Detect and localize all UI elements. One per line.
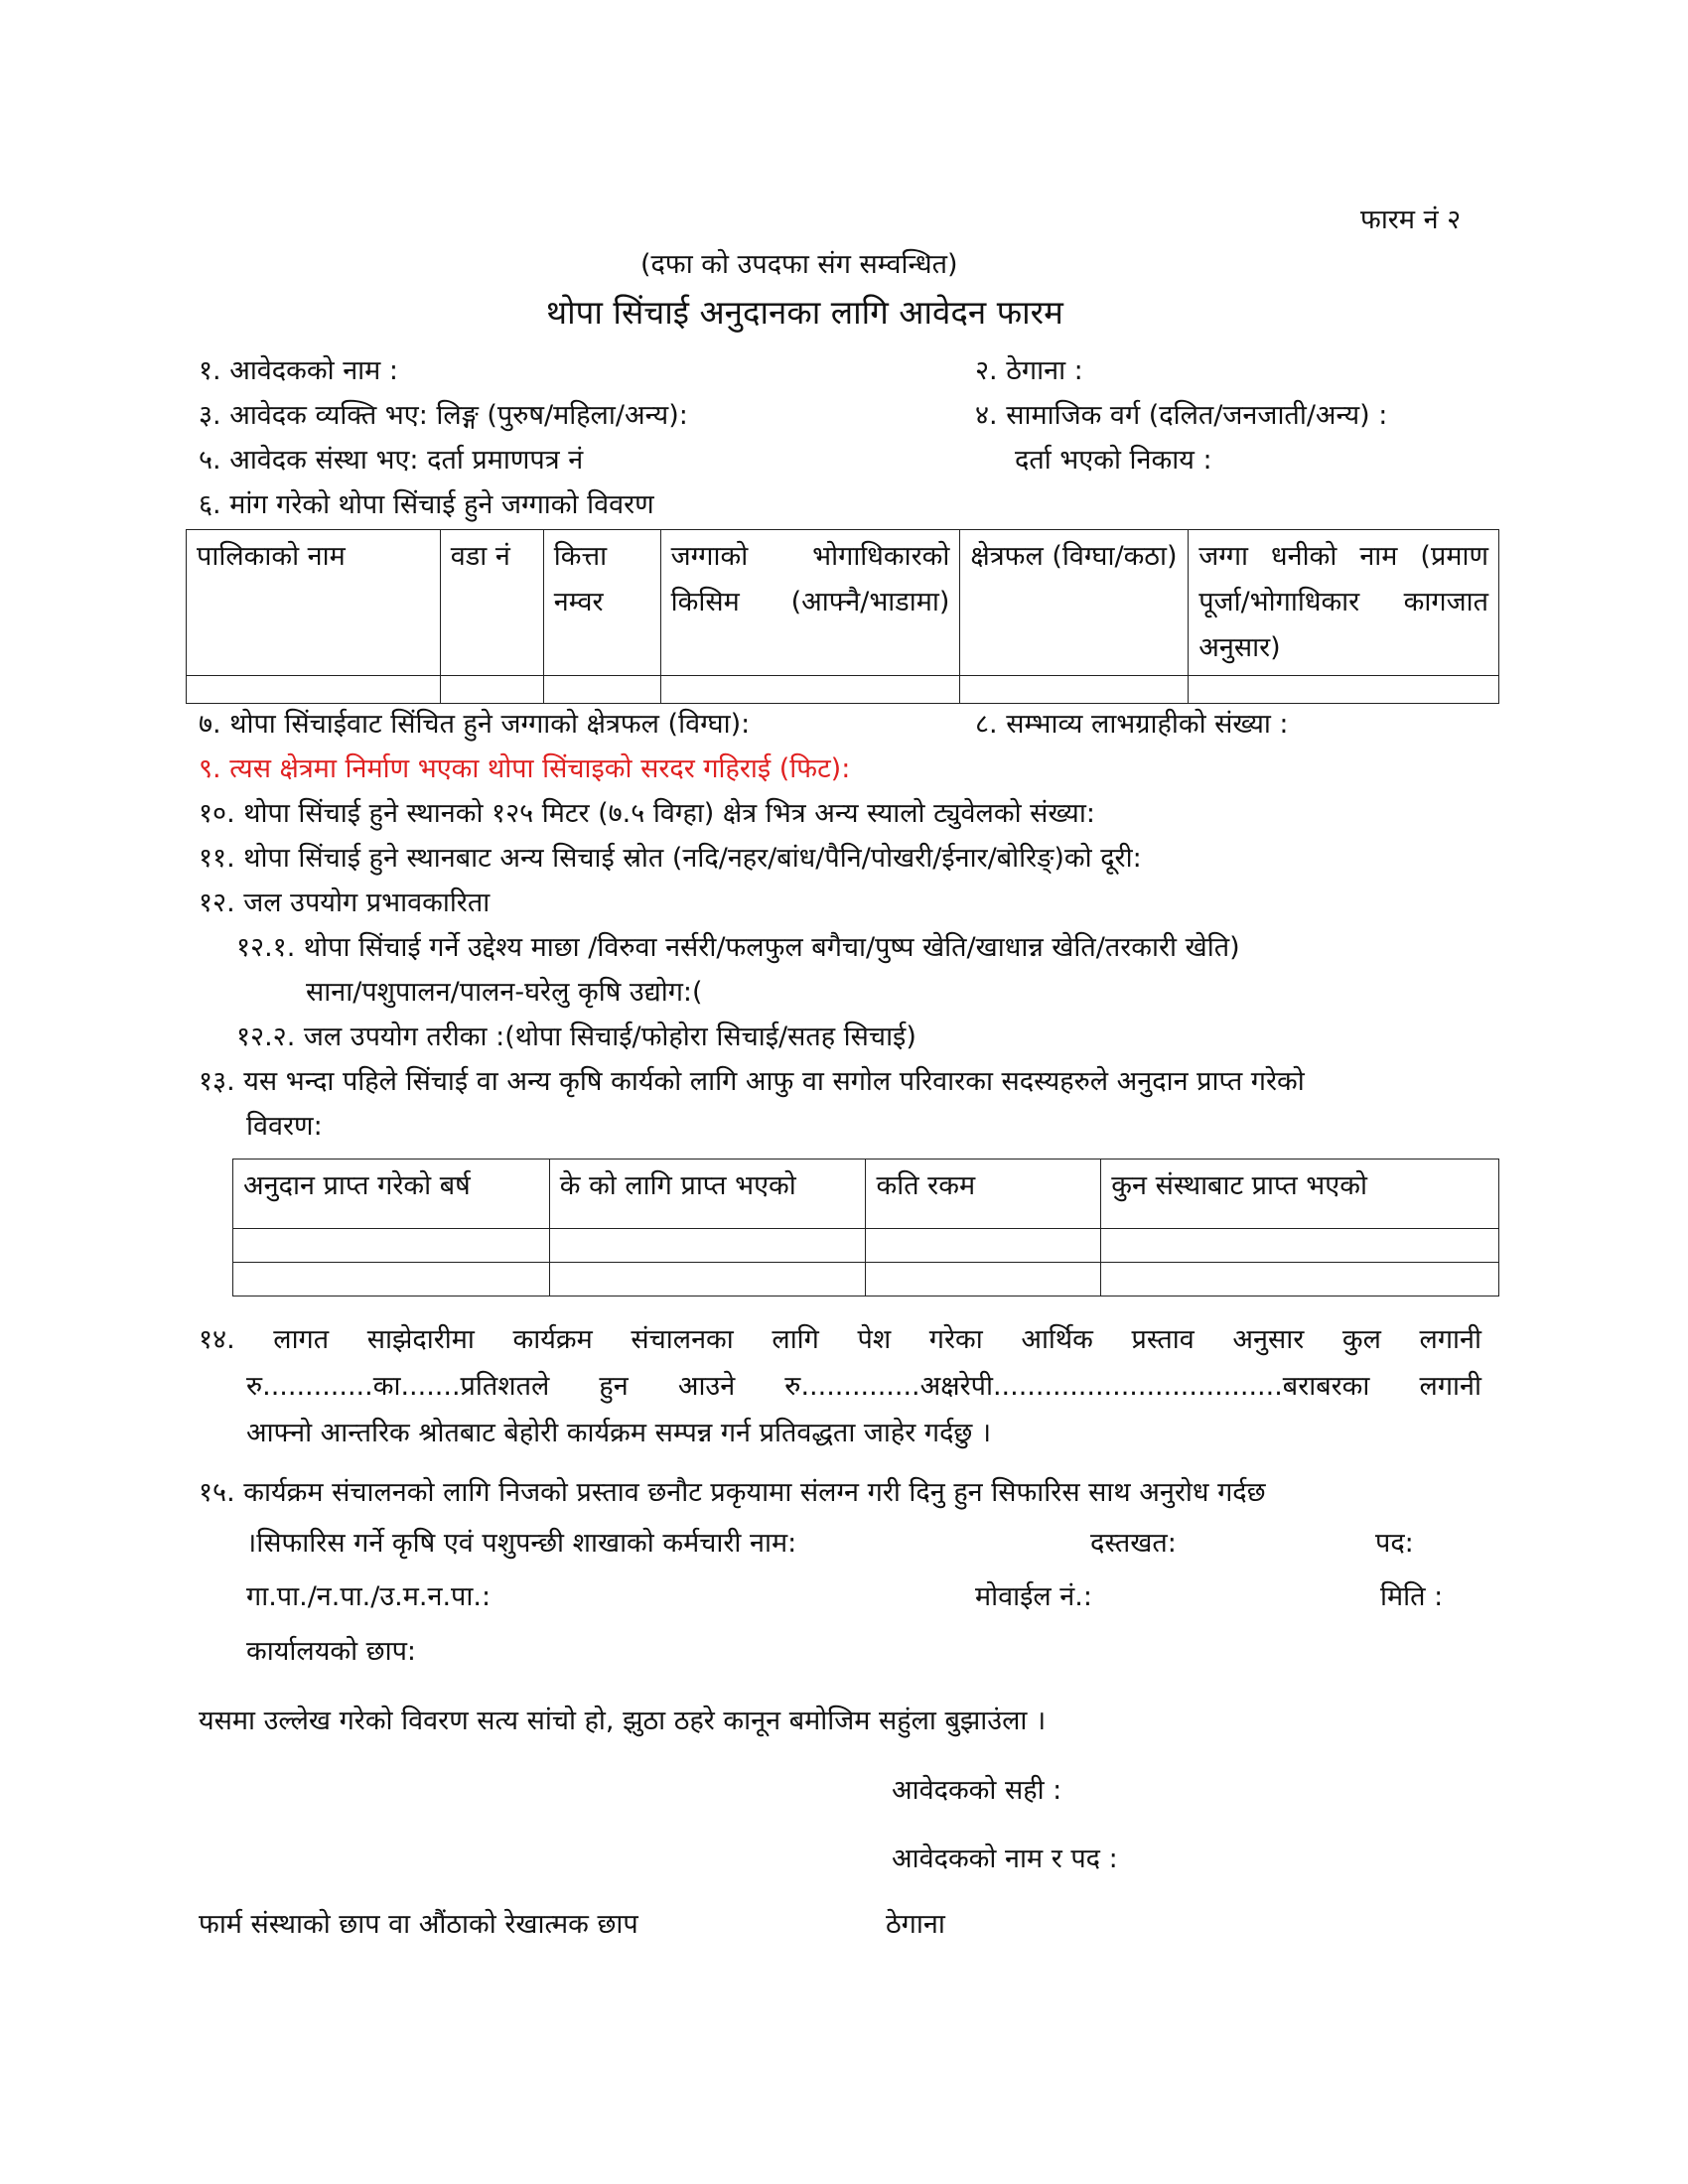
para14-line3: आफ्नो आन्तरिक श्रोतबाट बेहोरी कार्यक्रम सम्पन्न गर्न प्रतिवद्धता जाहेर गर्दछु । — [246, 1418, 992, 1448]
applicant-name-post: आवेदकको नाम र पद : — [892, 1843, 1118, 1874]
land-details-table — [186, 529, 1499, 704]
field-previous-grant-details: विवरण: — [246, 1111, 323, 1142]
form-number: फारम नं २ — [1360, 205, 1462, 235]
recommender-signature: दस्तखत: — [1090, 1528, 1177, 1559]
para14-line1: १४. लागत साझेदारीमा कार्यक्रम संचालनका लागि पेश गरेका आर्थिक प्रस्ताव अनुसार कुल लगानी — [199, 1324, 1481, 1355]
table-cell[interactable] — [233, 1229, 550, 1263]
field-gender: ३. आवेदक व्यक्ति भए: लिङ्ग (पुरुष/महिला/अन्य): — [199, 400, 688, 431]
field-applicant-name: १. आवेदकको नाम : — [199, 355, 398, 386]
table-row — [187, 676, 1499, 704]
office-stamp-field: कार्यालयको छाप: — [246, 1636, 417, 1667]
farm-stamp-thumbprint: फार्म संस्थाको छाप वा औंठाको रेखात्मक छाप — [199, 1909, 638, 1940]
table-cell[interactable] — [660, 676, 960, 704]
field-previous-grant: १३. यस भन्दा पहिले सिंचाई वा अन्य कृषि कार्यको लागि आफु वा सगोल परिवारका सदस्यहरुले अनुदान प्राप्त गरेको — [199, 1066, 1305, 1097]
header-grant-amount: कति रकम — [866, 1160, 1101, 1229]
table-cell[interactable] — [549, 1263, 866, 1297]
field-land-details-heading: ६. मांग गरेको थोपा सिंचाई हुने जग्गाको विवरण — [199, 489, 654, 520]
para14-line2: रु.............का.......प्रतिशतले हुन आउने रु..............अक्षरेपी..................................बराबरका लगानी — [246, 1371, 1481, 1402]
field-registration-office: दर्ता भएको निकाय : — [1015, 445, 1212, 476]
applicant-signature: आवेदकको सही : — [892, 1775, 1062, 1806]
table-cell[interactable] — [866, 1229, 1101, 1263]
grant-history-table — [232, 1159, 1499, 1297]
field-average-depth: ९. त्यस क्षेत्रमा निर्माण भएका थोपा सिंचाइको सरदर गहिराई (फिट): — [199, 753, 851, 784]
municipality-field: गा.पा./न.पा./उ.म.न.पा.: — [246, 1581, 492, 1612]
table-header-row — [233, 1160, 1499, 1229]
field-water-use-efficiency: १२. जल उपयोग प्रभावकारिता — [199, 887, 491, 918]
field-address: २. ठेगाना : — [975, 355, 1083, 386]
header-grant-year: अनुदान प्राप्त गरेको बर्ष — [233, 1160, 550, 1229]
table-cell[interactable] — [187, 676, 441, 704]
header-land-tenure-type: जग्गाको भोगाधिकारको किसिम (आफ्नै/भाडामा) — [660, 530, 960, 676]
table-header-row — [187, 530, 1499, 676]
table-cell[interactable] — [960, 676, 1189, 704]
mobile-number-field: मोवाईल नं.: — [975, 1581, 1092, 1612]
table-cell[interactable] — [1101, 1229, 1499, 1263]
field-irrigation-source-distance: ११. थोपा सिंचाई हुने स्थानबाट अन्य सिचाई स्रोत (नदि/नहर/बांध/पैनि/पोखरी/ईनार/बोरिङ्)को दूरी: — [199, 843, 1142, 874]
header-municipality-name: पालिकाको नाम — [187, 530, 441, 676]
declaration-text: यसमा उल्लेख गरेको विवरण सत्य सांचो हो, झुठा ठहरे कानून बमोजिम सहुंला बुझाउंला । — [199, 1706, 1047, 1736]
field-social-class: ४. सामाजिक वर्ग (दलित/जनजाती/अन्य) : — [975, 400, 1388, 431]
header-ward-number: वडा नं — [440, 530, 543, 676]
field-irrigation-purpose: १२.१. थोपा सिंचाई गर्ने उद्देश्य माछा /विरुवा नर्सरी/फलफुल बगैचा/पुष्प खेति/खाधान्न खेति/तरकारी खेति) — [236, 932, 1240, 963]
table-cell[interactable] — [440, 676, 543, 704]
recommender-post: पद: — [1375, 1528, 1414, 1559]
table-cell[interactable] — [233, 1263, 550, 1297]
header-plot-number: कित्ता नम्वर — [543, 530, 660, 676]
recommender-name: ।सिफारिस गर्ने कृषि एवं पशुपन्छी शाखाको कर्मचारी नाम: — [246, 1528, 797, 1559]
table-row — [233, 1229, 1499, 1263]
header-area: क्षेत्रफल (विग्घा/कठा) — [960, 530, 1189, 676]
table-cell[interactable] — [549, 1229, 866, 1263]
table-row — [233, 1263, 1499, 1297]
field-water-use-method: १२.२. जल उपयोग तरीका :(थोपा सिचाई/फोहोरा सिचाई/सतह सिचाई) — [236, 1022, 916, 1052]
date-field: मिति : — [1380, 1581, 1444, 1612]
table-cell[interactable] — [866, 1263, 1101, 1297]
signature-address: ठेगाना — [886, 1909, 945, 1940]
table-cell[interactable] — [1189, 676, 1499, 704]
header-grant-purpose: के को लागि प्राप्त भएको — [549, 1160, 866, 1229]
field-irrigation-purpose-cont: साना/पशुपालन/पालन-घरेलु कृषि उद्योग:( — [306, 977, 703, 1008]
field-irrigated-area: ७. थोपा सिंचाईवाट सिंचित हुने जग्गाको क्षेत्रफल (विग्घा): — [199, 709, 751, 740]
form-title: थोपा सिंचाई अनुदानका लागि आवेदन फारम — [546, 293, 1063, 332]
field-registration-number: ५. आवेदक संस्था भए: दर्ता प्रमाणपत्र नं — [199, 445, 584, 476]
table-cell[interactable] — [1101, 1263, 1499, 1297]
section-reference: (दफा को उपदफा संग सम्वन्धित) — [640, 249, 958, 280]
table-cell[interactable] — [543, 676, 660, 704]
field-shallow-tubewell-count: १०. थोपा सिंचाई हुने स्थानको १२५ मिटर (७.५ विग्हा) क्षेत्र भित्र अन्य स्यालो ट्युवेलको संख्या: — [199, 798, 1095, 829]
header-land-owner-name: जग्गा धनीको नाम (प्रमाण पूर्जा/भोगाधिकार कागजात अनुसार) — [1189, 530, 1499, 676]
header-grant-organization: कुन संस्थाबाट प्राप्त भएको — [1101, 1160, 1499, 1229]
para15-line1: १५. कार्यक्रम संचालनको लागि निजको प्रस्ताव छनौट प्रकृयामा संलग्न गरी दिनु हुन सिफारिस साथ अनुरोध गर्दछ — [199, 1477, 1266, 1508]
field-beneficiaries: ८. सम्भाव्य लाभग्राहीको संख्या : — [975, 709, 1289, 740]
